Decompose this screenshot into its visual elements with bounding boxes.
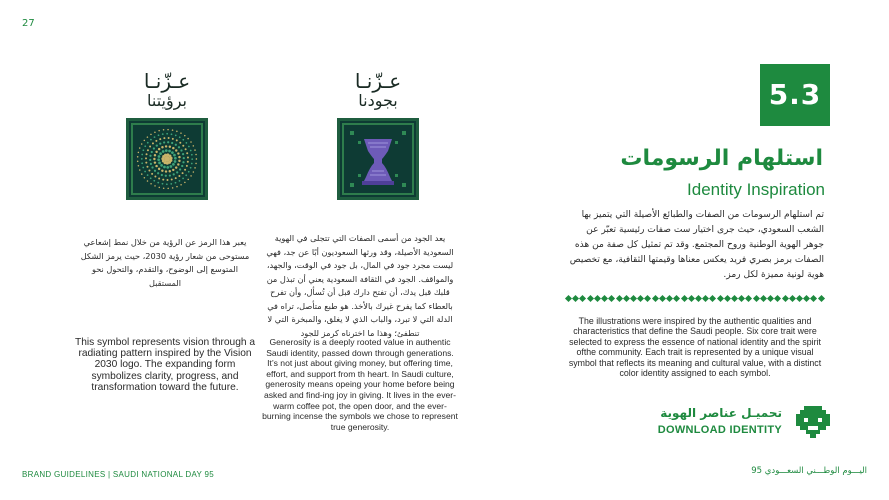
vision-dot <box>165 175 167 177</box>
vision-dot <box>170 157 173 160</box>
divider-diamond <box>652 295 659 302</box>
vision-dot <box>154 131 156 133</box>
vision-dot <box>142 167 144 169</box>
vision-dot <box>157 158 160 161</box>
vision-dot <box>159 152 162 155</box>
generosity-description-ar: يعد الجود من أسمى الصفات التي تتجلى في الهوية السعودية الأصيلة، وقد ورثها السعوديون أبًا عن جد، فهي ليست مجرد جود في المال، بل جود في الوقت، والجهد، والمواقف. الجود في الثقافة السعودية يعني أن تبذل من قلبك قبل يدك، أن تفتح دارك قبل أن تُسأل، وأن تفرح بالعطاء كما يفرح غيرك بالأخذ. هو طبع متأصل، تراه في الدلة التي لا تبرد، والباب الذي لا يغلق، والمبخرة التي لا تنطفئ؛ وهذا ما اخترناه كرمز للجود <box>266 233 454 338</box>
vision-dot <box>161 169 163 171</box>
vision-dot <box>165 145 167 147</box>
vision-dot <box>177 152 179 154</box>
divider-diamond <box>782 295 789 302</box>
vision-dot <box>181 165 183 167</box>
vision-dot <box>153 158 155 160</box>
vision-dot <box>155 151 157 153</box>
vision-dot <box>167 188 169 190</box>
vision-dot <box>162 179 164 181</box>
generosity-logo-line2: بجودنا <box>358 91 398 110</box>
vision-dot <box>170 183 172 185</box>
vision-dot <box>157 182 159 184</box>
divider-diamond <box>680 295 687 302</box>
vision-dot <box>159 142 161 144</box>
vision-dot <box>166 179 168 181</box>
divider-diamond <box>745 295 752 302</box>
generosity-logo-line1: عـزّنـا <box>354 69 402 93</box>
vision-dot <box>188 146 190 148</box>
vision-dot <box>171 133 173 135</box>
vision-dot <box>150 134 152 136</box>
vision-dot <box>176 186 178 188</box>
vision-dot <box>141 173 143 175</box>
vision-dot <box>146 153 148 155</box>
vision-dot <box>191 158 193 160</box>
vision-dot <box>150 139 152 141</box>
vision-dot <box>153 180 155 182</box>
vision-dot <box>150 183 152 185</box>
download-pixel-icon <box>796 406 830 440</box>
vision-dot <box>159 187 161 189</box>
vision-dot <box>190 175 192 177</box>
vision-dot <box>162 133 164 135</box>
vision-pattern-tile <box>126 118 208 200</box>
vision-dot <box>151 173 153 175</box>
download-identity-button[interactable] <box>657 402 830 442</box>
divider-diamond <box>709 295 716 302</box>
page-number: 27 <box>22 18 35 29</box>
vision-dot <box>151 151 153 153</box>
divider-diamond <box>774 295 781 302</box>
vision-dot <box>160 164 163 167</box>
divider-diamond <box>579 295 586 302</box>
vision-dot <box>163 166 166 169</box>
vision-dot <box>141 158 143 160</box>
vision-dot <box>193 171 195 173</box>
vision-dot <box>190 141 192 143</box>
vision-dot <box>185 148 187 150</box>
vision-dot <box>163 129 165 131</box>
divider-diamond <box>587 295 594 302</box>
section-title-en: Identity Inspiration <box>687 180 825 199</box>
vision-dot <box>147 180 149 182</box>
section-body-en: The illustrations were inspired by the authentic qualities and characteristics that define the Saudi people. Six core trait were selected to express the essence of national identity and the spirit ofthe community. Each trait is represented by a unique visual symbol that reflects its meaning and cultural value, with a distinct color identity assigned to each symbol. <box>568 316 822 379</box>
download-label-ar: تحميـل عناصر الهوية <box>660 406 782 420</box>
vision-dot <box>158 134 160 136</box>
vision-dot <box>194 167 196 169</box>
vision-dot <box>178 160 180 162</box>
divider-diamond <box>644 295 651 302</box>
divider-diamond <box>717 295 724 302</box>
divider-diamond <box>760 295 767 302</box>
vision-dot <box>154 176 156 178</box>
generosity-description-en: Generosity is a deeply rooted value in authentic Saudi identity, passed down through generations. It’s not just about giving money, but offering time, effort, and support from th heart. In Saudi culture, generosity means opeing your home before being asked and find-ing joy in giving. It lives in the ever-warm coffee pot, the open door, and the ever-burning incense the symbols we chose to represent true generosity. <box>262 337 458 432</box>
vision-dot <box>187 179 189 181</box>
vision-dot <box>145 162 147 164</box>
vision-dot <box>182 153 184 155</box>
divider-diamond <box>630 295 637 302</box>
vision-dot <box>190 150 192 152</box>
vision-dot <box>174 157 177 160</box>
vision-dot <box>182 178 184 180</box>
vision-dot <box>174 160 177 163</box>
vision-dot <box>171 142 173 144</box>
vision-dot <box>144 171 146 173</box>
incense-burner-icon <box>340 121 416 197</box>
vision-dot <box>163 137 165 139</box>
vision-dot <box>182 172 184 174</box>
vision-dot <box>141 154 143 156</box>
vision-dot <box>156 145 158 147</box>
vision-dot <box>180 132 182 134</box>
vision-dot <box>169 174 171 176</box>
vision-description-en: This symbol represents vision through a radiating pattern inspired by the Vision 2030 logo. The expanding form symbolizes clarity, progress, and transformation toward the future. <box>74 337 256 393</box>
vision-dot <box>175 144 177 146</box>
vision-dot <box>183 157 185 159</box>
vision-dot <box>187 156 189 158</box>
vision-dot <box>182 145 184 147</box>
vision-dot <box>154 136 156 138</box>
vision-dot <box>186 165 188 167</box>
vision-dot <box>167 129 169 131</box>
vision-dot <box>147 142 149 144</box>
vision-dot <box>139 169 141 171</box>
vision-dot <box>162 150 165 153</box>
vision-dot <box>169 170 171 172</box>
vision-dot <box>179 168 181 170</box>
vision-dot <box>172 169 174 171</box>
generosity-symbol <box>337 70 419 200</box>
vision-dot <box>172 147 174 149</box>
footer-brand-guidelines: BRAND GUIDELINES | SAUDI NATIONAL DAY 95 <box>22 470 215 479</box>
vision-dot <box>142 149 144 151</box>
vision-dot <box>187 138 189 140</box>
vision-dot <box>149 159 151 161</box>
vision-dot <box>166 166 169 169</box>
vision-dot <box>166 183 168 185</box>
vision-dot <box>161 146 163 148</box>
vision-dot <box>162 183 164 185</box>
vision-dot <box>175 177 177 179</box>
vision-logo-line1: عـزّنـا <box>143 69 191 93</box>
divider-diamond <box>659 295 666 302</box>
vision-dot <box>163 141 165 143</box>
vision-dot <box>175 166 177 168</box>
vision-dot <box>154 154 156 156</box>
vision-dot <box>165 170 167 172</box>
vision-dot <box>158 155 161 158</box>
vision-dot <box>186 142 188 144</box>
vision-dot <box>184 182 186 184</box>
vision-dot <box>147 136 149 138</box>
vision-dot <box>190 167 192 169</box>
vision-dot <box>161 174 163 176</box>
vision-dot <box>154 161 156 163</box>
vision-dot <box>157 172 159 174</box>
vision-dot <box>141 162 143 164</box>
vision-dot <box>187 161 189 163</box>
diamond-divider <box>566 296 824 304</box>
vision-dot <box>158 168 160 170</box>
footer-national-day: اليـــوم الوطـــني السعـــودي 95 <box>751 466 867 476</box>
divider-diamond <box>695 295 702 302</box>
vision-dot <box>153 147 155 149</box>
vision-dot <box>141 143 143 145</box>
vision-dot <box>163 187 165 189</box>
vision-dot <box>191 154 193 156</box>
vision-dot <box>175 182 177 184</box>
vision-dot <box>169 145 171 147</box>
vision-dot <box>173 154 176 157</box>
section-number-badge: 5.3 <box>760 64 830 126</box>
vision-logo-line2: برؤيتنا <box>147 91 187 110</box>
divider-diamond <box>673 295 680 302</box>
vision-description-ar: يعبر هذا الرمز عن الرؤية من خلال نمط إشعاعي مستوحى من شعار رؤية 2030، حيث يرمز الشكل المتوسع إلى الوضوح، والتقدم، والتحول نحو المستقبل <box>80 237 250 288</box>
vision-dot <box>179 142 181 144</box>
divider-diamond <box>753 295 760 302</box>
vision-dot <box>158 177 160 179</box>
vision-dot <box>173 173 175 175</box>
vision-dot <box>158 148 160 150</box>
vision-dot <box>178 156 180 158</box>
vision-dot <box>172 187 174 189</box>
vision-dot <box>179 136 181 138</box>
vision-dot <box>154 185 156 187</box>
vision-dot <box>182 139 184 141</box>
vision-dot <box>139 147 141 149</box>
vision-dot <box>176 171 178 173</box>
vision-dot <box>184 169 186 171</box>
vision-dot <box>175 149 177 151</box>
vision-dot <box>150 163 152 165</box>
vision-dot <box>146 166 148 168</box>
vision-dot <box>177 163 179 165</box>
divider-diamond <box>623 295 630 302</box>
vision-dot <box>137 156 139 158</box>
vision-dot <box>151 166 153 168</box>
vision-dot <box>179 180 181 182</box>
vision-dot <box>196 158 198 160</box>
vision-dot <box>152 142 154 144</box>
vision-dot <box>172 129 174 131</box>
vision-dot <box>171 151 174 154</box>
vision-dot <box>180 149 182 151</box>
divider-diamond <box>818 295 825 302</box>
vision-dot <box>178 146 180 148</box>
vision-dot <box>170 165 173 168</box>
vision-dot <box>166 133 168 135</box>
vision-symbol <box>126 70 208 200</box>
vision-dot <box>171 178 173 180</box>
vision-dot <box>185 174 187 176</box>
vision-dot <box>144 140 146 142</box>
vision-dot <box>186 152 188 154</box>
vision-dot <box>194 149 196 151</box>
vision-dot <box>150 177 152 179</box>
vision-dot <box>180 184 182 186</box>
vision-dot <box>149 155 151 157</box>
vision-dot <box>172 138 174 140</box>
vision-dot <box>184 135 186 137</box>
vision-dot <box>137 161 139 163</box>
vision-dot <box>193 145 195 147</box>
divider-diamond <box>789 295 796 302</box>
divider-diamond <box>594 295 601 302</box>
divider-diamond <box>810 295 817 302</box>
vision-dot <box>195 154 197 156</box>
vision-dot <box>149 146 151 148</box>
vision-dot <box>168 150 171 153</box>
download-label-en: DOWNLOAD IDENTITY <box>657 424 782 436</box>
vision-dot <box>138 152 140 154</box>
vision-dot <box>176 131 178 133</box>
vision-dot <box>165 149 168 152</box>
vision-dot <box>147 174 149 176</box>
divider-diamond <box>615 295 622 302</box>
vision-dot <box>147 149 149 151</box>
vision-dot <box>158 130 160 132</box>
vision-dot <box>148 170 150 172</box>
vision-dot <box>191 163 193 165</box>
generosity-pattern-tile <box>337 118 419 200</box>
vision-dot <box>195 163 197 165</box>
vision-dot <box>188 171 190 173</box>
vision-dot <box>144 177 146 179</box>
vision-dot <box>138 165 140 167</box>
divider-diamond <box>724 295 731 302</box>
vision-dot <box>167 141 169 143</box>
vision-dot <box>175 134 177 136</box>
vision-dot <box>158 162 161 165</box>
section-title-ar: استلهام الرسومات <box>620 146 823 171</box>
vision-dot <box>144 145 146 147</box>
section-body-ar: تم استلهام الرسومات من الصفات والطبائع الأصيلة التي يتميز بها الشعب السعودي، حيث جرى اختيار ست صفات رئيسية تعبّر عن جوهر الهوية الوطنية وروح المجتمع. وقد تم تمثيل كل صفة من هذه الصفات برمز بصري فريد يعكس معناها وقيمتها الثقافية، مع تخصيص هوية لونية مميزة لكل رمز. <box>569 210 824 280</box>
vision-dot <box>178 175 180 177</box>
vision-dot <box>182 161 184 163</box>
vision-dot <box>176 139 178 141</box>
divider-diamond <box>688 295 695 302</box>
vision-dot <box>145 157 147 159</box>
vision-dot <box>172 163 175 166</box>
vision-dot <box>154 170 156 172</box>
vision-radiating-icon <box>129 121 205 197</box>
vision-dot <box>159 138 161 140</box>
vision-dot <box>155 140 157 142</box>
divider-diamond <box>608 295 615 302</box>
vision-dot <box>168 137 170 139</box>
vision-dot <box>155 165 157 167</box>
